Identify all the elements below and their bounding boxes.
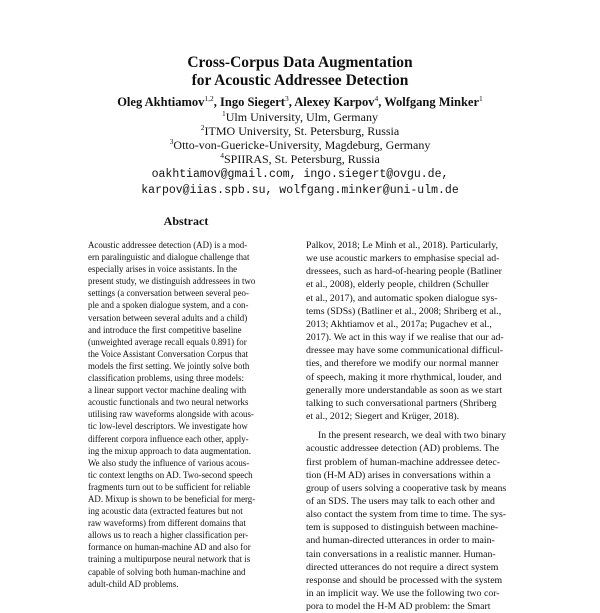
email-line-2: karpov@iias.spb.su, wolfgang.minker@uni-ulm.de bbox=[141, 184, 459, 197]
affiliation bbox=[0, 152, 600, 166]
affiliation bbox=[0, 110, 600, 124]
body-paragraph-2: In the present research, we deal with two binary acoustic addressee detection (AD) problems. The first problem of human-machine addressee detec- tion (H-M AD) arises in conversations within a group of users solving a cooperative task by means of an SDS. The users may talk to each other and also contact the system from time to time. The sys- tem is supposed to distinguish between machine- and human-directed utterances in order to main- tain conversations in a realistic manner. Human- directed utterances do not require a direct system response and should be processed with the system in an implicit way. We use the following two cor- pora to model the H-M AD problem: the Smart bbox=[306, 430, 507, 613]
author-name: Alexey Karpov bbox=[294, 95, 375, 109]
title-line-2: for Acoustic Addressee Detection bbox=[191, 72, 409, 89]
abstract-section bbox=[88, 214, 284, 590]
affiliation-text: Ulm University, Ulm, Germany bbox=[225, 110, 378, 124]
body-column-right bbox=[306, 239, 512, 613]
body-paragraph-1: Palkov, 2018; Le Minh et al., 2018). Particularly, we use acoustic markers to emphasise special ad- dressees, such as hard-of-hearing people (Batliner et al., 2008), elderly people, children (Schuller et al., 2017), and automatic spoken dialogue sys- tems (SDSs) (Batliner et al., 2008; Shriberg et al., 2013; Akhtiamov et al., 2017a; Pugachev et al., 2017). We act in this way if we realise that our ad- dressee may have some communicational difficul- ties, and therefore we modify our normal manner of speech, making it more rhythmical, louder, and generally more understandable as soon as we start talking to such conversational partners (Shriberg et al., 2012; Siegert and Krüger, 2018). bbox=[306, 240, 504, 423]
author-name: Oleg Akhtiamov bbox=[117, 95, 205, 109]
email-line-1: oakhtiamov@gmail.com, ingo.siegert@ovgu.de, bbox=[151, 168, 449, 181]
author-affiliation-mark: 1,2 bbox=[204, 93, 214, 103]
abstract-heading: Abstract bbox=[163, 214, 209, 228]
affiliation-mark: 2 bbox=[200, 123, 205, 132]
author-affiliation-mark: 4 bbox=[374, 93, 379, 103]
affiliation-text: ITMO University, St. Petersburg, Russia bbox=[204, 124, 400, 138]
affiliation-text: SPIIRAS, St. Petersburg, Russia bbox=[223, 152, 380, 166]
abstract-text: Acoustic addressee detection (AD) is a mod- ern paralinguistic and dialogue challenge that especially arises in voice assistants. In the present study, we distinguish addressees in two settings (a conversation between several peo- ple and a spoken dialogue system, and a con- versation between several adults and a child) and introduce the first competitive baseline (unweighted average recall equals 0.891) for the Voice Assistant Conversation Corpus that models the first setting. We jointly solve both classification problems, using three models: a linear support vector machine dealing with acoustic functionals and two neural networks utilising raw waveforms alongside with acous- tic low-level descriptors. We investigate how different corpora influence each other, apply- ing the mixup approach to data augmentation. We also study the influence of various acous- tic context lengths on AD. Two-second speech fragments turn out to be sufficient for reliable AD. Mixup is shown to be beneficial for merg- ing acoustic data (extracted features but not raw waveforms) from different domains that allows us to reach a higher classification per- formance on human-machine AD and also for training a multipurpose neural network that is capable of solving both human-machine and adult-child AD problems. bbox=[88, 240, 256, 589]
affiliation bbox=[0, 138, 600, 152]
affiliation-mark: 1 bbox=[222, 109, 226, 118]
affiliation-mark: 3 bbox=[169, 137, 174, 146]
affiliation-text: Otto-von-Guericke-University, Magdeburg, Germany bbox=[173, 138, 431, 152]
author-name: Wolfgang Minker bbox=[384, 95, 480, 109]
affiliation bbox=[0, 124, 600, 138]
author-affiliation-mark: 1 bbox=[479, 93, 483, 103]
affiliation-mark: 4 bbox=[220, 151, 224, 160]
author-affiliation-mark: 3 bbox=[284, 93, 289, 103]
author-list: Oleg Akhtiamov$^{1,2}$, Ingo Siegert$^3$, Alexey Karpov$^4$, Wolfgang Minker$^1$ bbox=[117, 93, 483, 109]
title-line-1: Cross-Corpus Data Augmentation bbox=[187, 54, 413, 71]
author-name: Ingo Siegert bbox=[220, 95, 285, 109]
